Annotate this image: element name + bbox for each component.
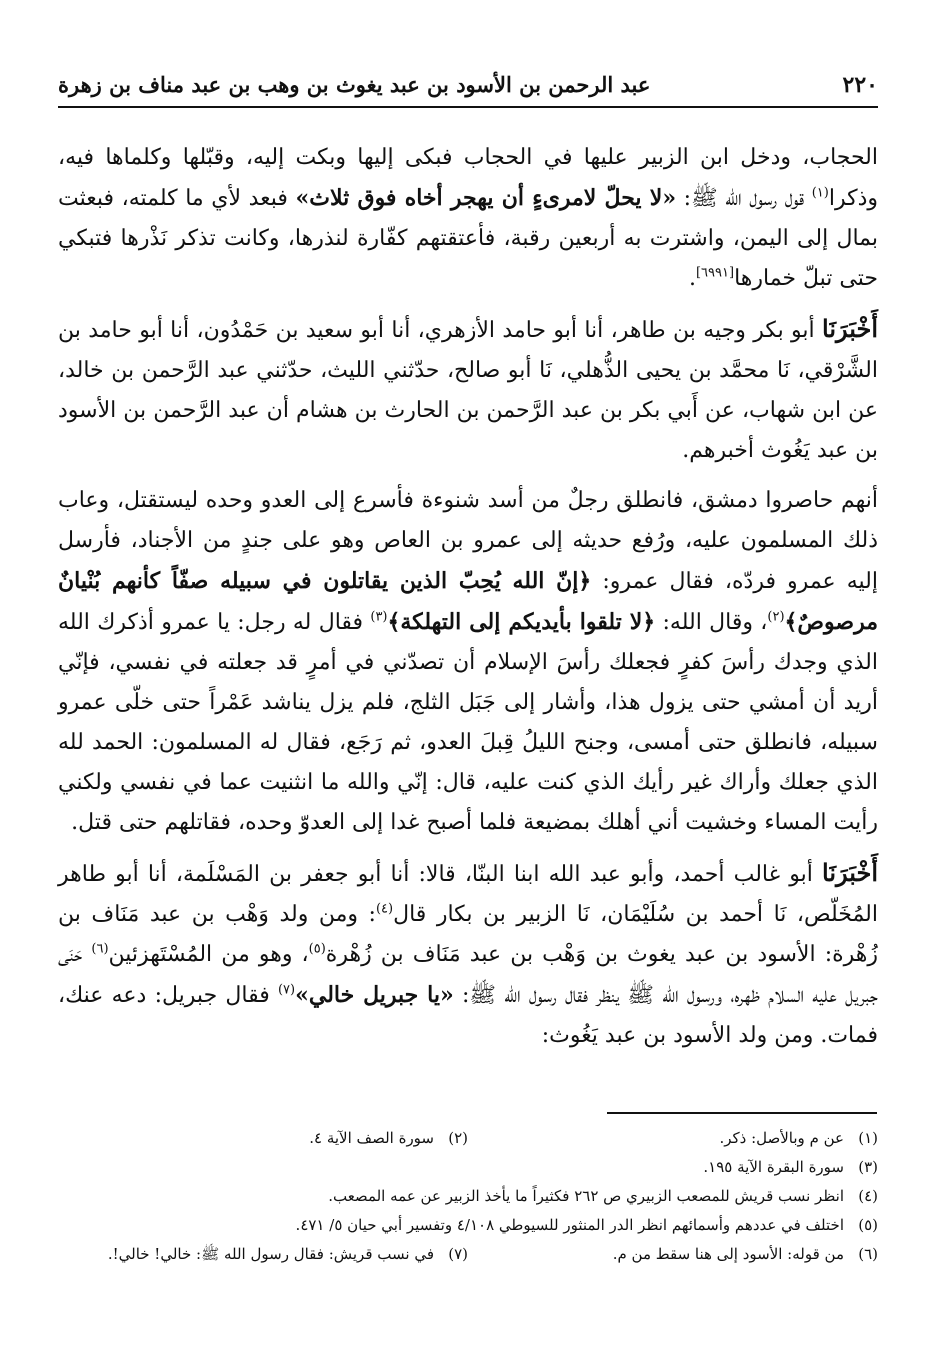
page-header xyxy=(58,64,878,108)
footnote-ref[interactable]: (٣) xyxy=(370,609,388,625)
text-run: : ومن ولد وَهْب بن عبد مَنَاف بن زُهْرة: الأسود بن عبد يغوث بن وَهْب بن عبد مَنَاف بن زُهْرة xyxy=(58,902,878,967)
hadith-quote: «يا جبريل خالي» xyxy=(295,982,454,1008)
paragraph xyxy=(58,309,878,471)
footnote xyxy=(328,1182,878,1211)
paragraph xyxy=(58,481,878,843)
footnote-number: (١) xyxy=(858,1129,878,1147)
text-run: أبو غالب أحمد، وأبو عبد الله ابنا البنّا، قالا: أنا أبو جعفر بن المَسْلَمة، أنا أبو طاهر المُخَلّص، نَا أحمد بن سُلَيْمَان، نَا الزبير بن بكار قال xyxy=(58,862,878,927)
footnote-row xyxy=(58,1211,878,1240)
footnote-row xyxy=(58,1124,878,1153)
footnote xyxy=(703,1153,878,1182)
footnotes xyxy=(58,1124,878,1269)
footnote xyxy=(309,1124,468,1153)
hadith-quote: «لا يحلّ لامرىءٍ أن يهجر أخاه فوق ثلاث» xyxy=(295,185,677,211)
footnote xyxy=(296,1211,878,1240)
footnote-row xyxy=(58,1240,878,1269)
footnote-number: (٦) xyxy=(858,1245,878,1263)
footnote-text: انظر نسب قريش للمصعب الزبيري ص ٢٦٢ فكثيراً ما يأخذ الزبير عن عمه المصعب. xyxy=(328,1187,844,1205)
text-run: ، وهو من المُسْتَهزئين xyxy=(108,942,309,967)
running-title: عبد الرحمن بن الأسود بن عبد يغوث بن وهب بن عبد مناف بن زهرة xyxy=(58,72,651,97)
footnote-ref[interactable]: (٦) xyxy=(91,941,109,957)
text-run: قول رسول الله ﷺ: xyxy=(676,186,812,211)
footnote-number: (٤) xyxy=(858,1187,878,1205)
footnote-text: سورة البقرة الآية ١٩٥. xyxy=(703,1158,844,1176)
footnote-ref[interactable]: (٥) xyxy=(308,941,326,957)
footnote-number: (٧) xyxy=(448,1245,468,1263)
isnad-lead: أَخْبَرَنَا xyxy=(822,858,878,887)
footnote-text: عن م وبالأصل: ذكر. xyxy=(719,1129,844,1147)
footnote-number: (٣) xyxy=(858,1158,878,1176)
text-run: فقال له رجل: يا عمرو أذكرك الله الذي وجدك رأسَ كفرٍ فجعلك رأسَ الإسلام أن تصدّني في أمرٍ قد جعلته في نفسي، فإنّي أريد أن أمشي حتى يزول هذا، وأشار إلى جَبَل الثلج، فلم يزل يناشد عَمْراً حتى خلّى عمرو سبيله، فانطلق حتى أمسى، وجنح الليلُ قِبلَ العدو، ثم رَجَع، فقال له المسلمون: الحمد لله الذي جعلك وأراك غير رأيك الذي كنت عليه، قال: إنّي والله ما انثنيت عما في نفسي ولكني رأيت المساء وخشيت أني أهلك بمضيعة فلما أصبح غدا إلى العدوّ وحده، فقاتلهم حتى قتل. xyxy=(58,610,878,835)
footnote xyxy=(468,1124,878,1153)
text-run: فقال جبريل: دعه عنك، فمات. ومن ولد الأسود بن عبد يَغُوث: xyxy=(58,983,878,1048)
text-run: . xyxy=(688,266,696,291)
footnote-divider xyxy=(607,1112,877,1114)
paragraph xyxy=(58,138,878,299)
footnote-ref[interactable]: (٤) xyxy=(375,901,394,917)
footnote xyxy=(468,1240,878,1269)
text-run: حَنَى جبريل عليه السلام ظهره، ورسول الله ﷺ ينظر فقال رسول الله ﷺ: xyxy=(58,942,878,1008)
isnad-lead: أَخْبَرَنَا xyxy=(822,314,878,343)
text-run: ، وقال الله: xyxy=(655,610,768,635)
quran-quote: ﴿لا تلقوا بأيديكم إلى التهلكة﴾ xyxy=(387,609,656,635)
footnote-number: (٥) xyxy=(858,1216,878,1234)
text-run: فبعد لأي ما كلمته، فبعثت بمال إلى اليمن، واشترت به أربعين رقبة، فأعتقتهم كفّارة لنذرها، وكانت تذكر نَذْرها فتبكي حتى تبلّ خمارها xyxy=(58,186,878,291)
footnote-text: سورة الصف الآية ٤. xyxy=(309,1129,434,1147)
footnote-row xyxy=(58,1153,878,1182)
footnote-text: من قوله: الأسود إلى هنا سقط من م. xyxy=(612,1245,844,1263)
footnote-row xyxy=(58,1182,878,1211)
footnote-ref[interactable]: (٢) xyxy=(767,609,785,625)
footnote-ref[interactable]: (١) xyxy=(811,185,829,201)
footnote-text: في نسب قريش: فقال رسول الله ﷺ: خالي! خالي!. xyxy=(107,1245,434,1263)
quran-quote: ﴿إنّ الله يُحِبّ الذين يقاتلون في سبيله صفّاً كأنهم بُنْيانٌ مرصوصٌ﴾ xyxy=(58,568,878,635)
footnote xyxy=(108,1240,468,1269)
reference-number: [٦٩٩١] xyxy=(695,265,735,281)
page-number: ٢٢٠ xyxy=(842,72,878,98)
text-run: أبو بكر وجيه بن طاهر، أنا أبو حامد الأزهري، أنا أبو سعيد بن حَمْدُون، أنا أبو حامد بن الشَّرْقي، نَا محمَّد بن يحيى الذُّهلي، نَا أبو صالح، حدّثني الليث، حدّثني عبد الرَّحمن بن خالد، عن ابن شهاب، عن أَبي بكر بن عبد الرَّحمن بن الحارث بن هشام أن عبد الرَّحمن بن الأسود بن عبد يَغُوث أخبرهم. xyxy=(58,318,878,463)
footnote-number: (٢) xyxy=(448,1129,468,1147)
paragraph xyxy=(58,853,878,1056)
text-run: الحجاب، ودخل ابن الزبير عليها في الحجاب فبكى إليها وبكت إليه، وقبّلها وكلماها فيه، وذكرا xyxy=(58,145,878,211)
footnote-text: اختلف في عددهم وأسمائهم انظر الدر المنثور للسيوطي ٤/١٠٨ وتفسير أبي حيان ٥/ ٤٧١. xyxy=(295,1216,844,1234)
main-text xyxy=(58,138,878,1066)
text-run: أنهم حاصروا دمشق، فانطلق رجلٌ من أسد شنوءة فأسرع إلى العدو وحده ليستقتل، وعاب ذلك المسلمون عليه، ورُفع حديثه إلى عمرو بن العاص وهو على جندٍ من الأجناد، فأرسل إليه عمرو فردّه، فقال عمرو: xyxy=(58,488,878,594)
footnote-ref[interactable]: (٧) xyxy=(277,982,296,998)
